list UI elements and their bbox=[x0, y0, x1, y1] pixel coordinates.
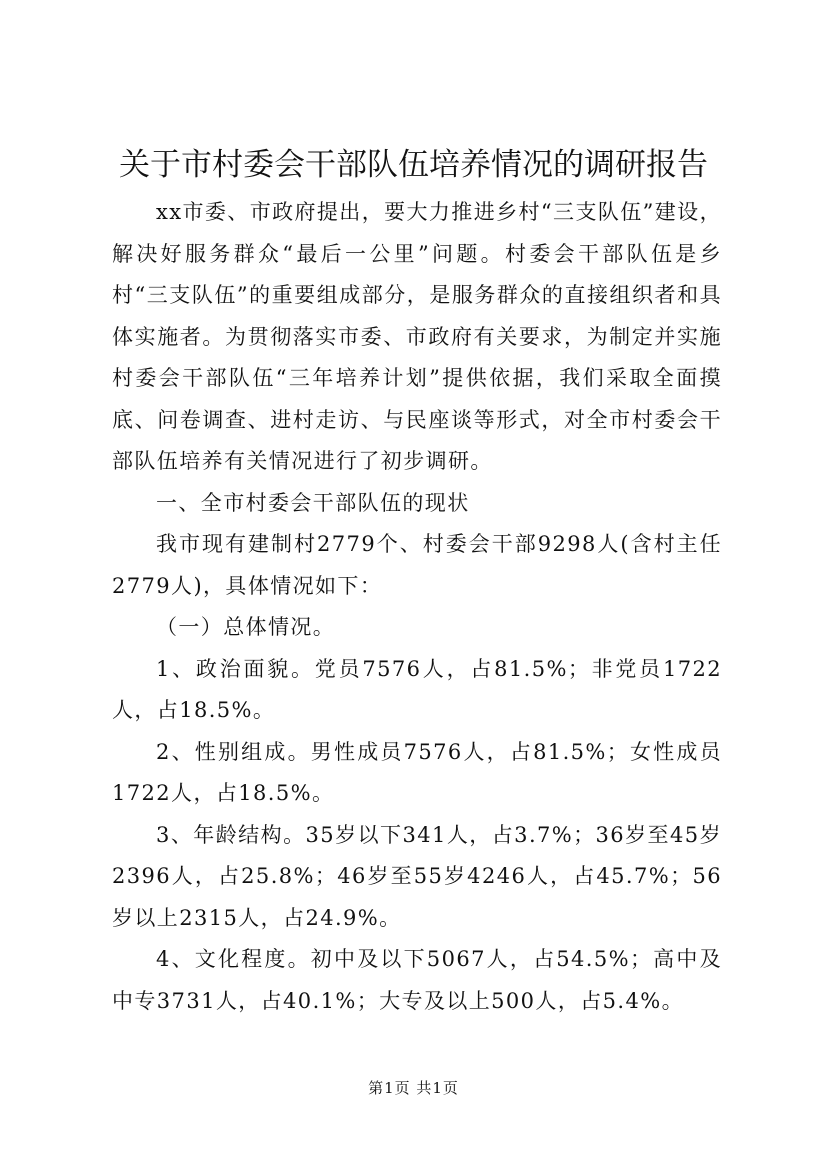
section-heading-status: 一、全市村委会干部队伍的现状 bbox=[156, 490, 470, 515]
subsection-heading-general: （一）总体情况。 bbox=[156, 615, 336, 639]
document-body bbox=[112, 192, 722, 1022]
document-title: 关于市村委会干部队伍培养情况的调研报告 bbox=[119, 147, 708, 183]
paragraph-education: 4、文化程度。初中及以下5067人，占54.5%；高中及中专3731人，占40.1%；大专及以上500人，占5.4%。 bbox=[112, 947, 722, 1013]
paragraph-gender: 2、性别组成。男性成员7576人，占81.5%；女性成员1722人，占18.5%。 bbox=[112, 739, 722, 805]
paragraph-political-status: 1、政治面貌。党员7576人，占81.5%；非党员1722人，占18.5%。 bbox=[112, 656, 722, 722]
paragraph-intro: xx市委、市政府提出，要大力推进乡村“三支队伍”建设，解决好服务群众“最后一公里”问题。村委会干部队伍是乡村“三支队伍”的重要组成部分，是服务群众的直接组织者和具体实施者。为贯彻落实市委、市政府有关要求，为制定并实施村委会干部队伍“三年培养计划”提供依据，我们采取全面摸底、问卷调查、进村走访、与民座谈等形式，对全市村委会干部队伍培养有关情况进行了初步调研。 bbox=[112, 200, 722, 473]
paragraph-age: 3、年龄结构。35岁以下341人，占3.7%；36岁至45岁2396人，占25.8%；46岁至55岁4246人，占45.7%；56岁以上2315人，占24.9%。 bbox=[112, 822, 722, 930]
page-footer: 第1页 共1页 bbox=[368, 1079, 459, 1097]
paragraph-overview: 我市现有建制村2779个、村委会干部9298人(含村主任2779人)，具体情况如下： bbox=[112, 532, 722, 598]
